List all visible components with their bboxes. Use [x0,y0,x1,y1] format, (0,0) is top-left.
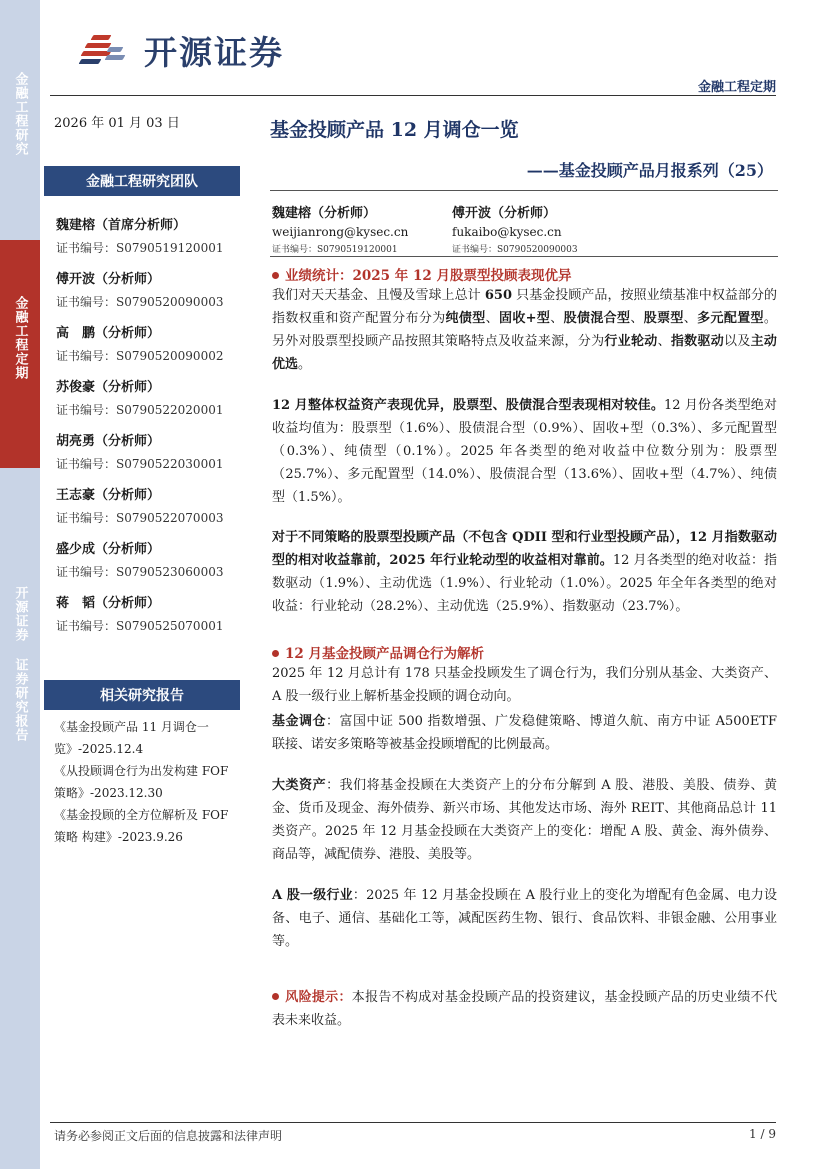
strip-segment-middle [0,240,40,468]
author-block [272,202,408,255]
risk-text: 本报告不构成对基金投顾产品的投资建议，基金投顾产品的历史业绩不代表未来收益。 [272,990,777,1028]
analyst-entry [56,376,223,418]
strip-segment-top [0,0,40,240]
analyst-cert: 证书编号：S0790520090003 [56,295,224,309]
analyst-cert: 证书编号：S0790520090002 [56,349,224,363]
analyst-cert: 证书编号：S0790522030001 [56,457,224,471]
analyst-entry [56,214,223,256]
bullet-icon [272,272,279,279]
analyst-name: 傅开波（分析师） [56,272,161,287]
analyst-name: 胡亮勇（分析师） [56,434,161,449]
analyst-name: 蒋 韬（分析师） [56,596,161,611]
team-title: 金融工程研究团队 [44,166,240,196]
paragraph-strategy-performance: 对于不同策略的股票型投顾产品（不包含 QDII 型和行业型投顾产品），12 月指数驱动型的相对收益靠前，2025 年行业轮动型的收益相对靠前。12 月各类型的绝对收益：指数驱动（1.9%）、主动优选（1.9%）、行业轮动（1.0%）。2025 年全年各类型的绝对收益：行业轮动（28.2%）、主动优选（25.9%）、指数驱动（23.7%）。 [272,530,777,614]
footer-disclaimer: 请务必参阅正文后面的信息披露和法律声明 [54,1129,283,1143]
side-strip [0,0,40,1169]
author-name: 魏建榕（分析师） [272,206,377,221]
author-name: 傅开波（分析师） [452,206,557,221]
analyst-cert: 证书编号：S0790522070003 [56,511,224,525]
author-cert: 证书编号：S0790519120001 [272,245,398,255]
analyst-entry [56,484,223,526]
related-report-link[interactable]: 《基金投顾产品 11 月调仓一览》-2025.12.4 [54,720,209,756]
report-date: 2026 年 01 月 03 日 [54,116,180,131]
page-title: 基金投顾产品 12 月调仓一览 [270,119,519,141]
authors-divider [270,256,778,257]
footer-divider [50,1122,776,1123]
analyst-cert: 证书编号：S0790519120001 [56,241,224,255]
analyst-name: 王志豪（分析师） [56,488,161,503]
header-divider [50,95,776,96]
analyst-cert: 证书编号：S0790523060003 [56,565,224,579]
paragraph-equity-performance: 12 月整体权益资产表现优异，股票型、股债混合型表现相对较佳。12 月份各类型绝对收益均值为：股票型（1.6%）、股债混合型（0.9%）、固收+型（0.3%）、多元配置型（0.3%）、纯债型（0.1%）。2025 年各类型的绝对收益中位数分别为：股票型（25.7%）、多元配置型（14.0%）、股债混合型（13.6%）、固收+型（4.7%）、纯债型（1.5%）。 [272,398,777,505]
bullet-icon [272,993,279,1000]
related-report-link[interactable]: 《从投顾调仓行为出发构建 FOF 策略》-2023.12.30 [54,764,229,800]
paragraph-fund-rebalance: 基金调仓：富国中证 500 指数增强、广发稳健策略、博道久航、南方中证 A500ETF 联接、诺安多策略等被基金投顾增配的比例最高。 [272,714,777,752]
logo-stripes-icon [78,27,138,73]
analyst-entry [56,322,223,364]
paragraph-industry: A 股一级行业：2025 年 12 月基金投顾在 A 股行业上的变化为增配有色金属、电力设备、电子、通信、基础化工等，减配医药生物、银行、食品饮料、非银金融、公用事业等。 [272,888,777,949]
author-block [452,202,578,255]
page-number: 1 / 9 [749,1127,776,1141]
brand-logo [78,26,284,74]
analyst-name: 魏建榕（首席分析师） [56,218,187,233]
author-cert: 证书编号：S0790520090003 [452,245,578,255]
analyst-entry [56,430,223,472]
analyst-cert: 证书编号：S0790525070001 [56,619,224,633]
analyst-name: 高 鹏（分析师） [56,326,161,341]
header-tag: 金融工程定期 [697,80,776,95]
related-report-link[interactable]: 《基金投顾的全方位解析及 FOF 策略 构建》-2023.9.26 [54,808,229,844]
analyst-cert: 证书编号：S0790522020001 [56,403,224,417]
analyst-name: 盛少成（分析师） [56,542,161,557]
paragraph-risk [272,986,777,1032]
section-heading [272,642,484,662]
bullet-icon [272,650,279,657]
risk-label: 风险提示： [285,990,352,1005]
strip-label-top: 金融工程研究 [12,72,28,156]
brand-name: 开源证券 [144,32,284,72]
paragraph-performance-intro: 我们对天天基金、且慢及雪球上总计 650 只基金投顾产品，按照业绩基准中权益部分的指数权重和资产配置分布分为纯债型、固收+型、股债混合型、股票型、多元配置型。另外对股票型投顾产品按照其策略特点及收益来源，分为行业轮动、指数驱动以及主动优选。 [272,288,777,372]
section-heading-text: 业绩统计：2025 年 12 月股票型投顾表现优异 [285,268,572,284]
strip-segment-bottom [0,468,40,1169]
analyst-entry [56,592,223,634]
section-heading [272,264,571,284]
related-reports-title: 相关研究报告 [44,680,240,710]
strip-label-middle: 金融工程定期 [12,296,28,380]
author-email[interactable]: fukaibo@kysec.cn [452,225,562,239]
author-email[interactable]: weijianrong@kysec.cn [272,225,409,239]
analyst-entry [56,538,223,580]
analyst-name: 苏俊豪（分析师） [56,380,161,395]
title-divider [270,190,778,191]
section-heading-text: 12 月基金投顾产品调仓行为解析 [285,646,484,662]
strip-label-bottom: 开源证券 证券研究报告 [12,586,28,742]
analyst-entry [56,268,223,310]
paragraph-rebalance-intro: 2025 年 12 月总计有 178 只基金投顾发生了调仓行为，我们分别从基金、大类资产、A 股一级行业上解析基金投顾的调仓动向。 [272,666,777,704]
page-subtitle: ——基金投顾产品月报系列（25） [526,161,773,180]
paragraph-asset-class: 大类资产：我们将基金投顾在大类资产上的分布分解到 A 股、港股、美股、债券、黄金、货币及现金、海外债券、新兴市场、其他发达市场、海外 REIT、其他商品总计 11 类资产。2025 年 12 月基金投顾在大类资产上的变化：增配 A 股、黄金、海外债券、商品等，减配债券、港股、美股等。 [272,778,777,862]
